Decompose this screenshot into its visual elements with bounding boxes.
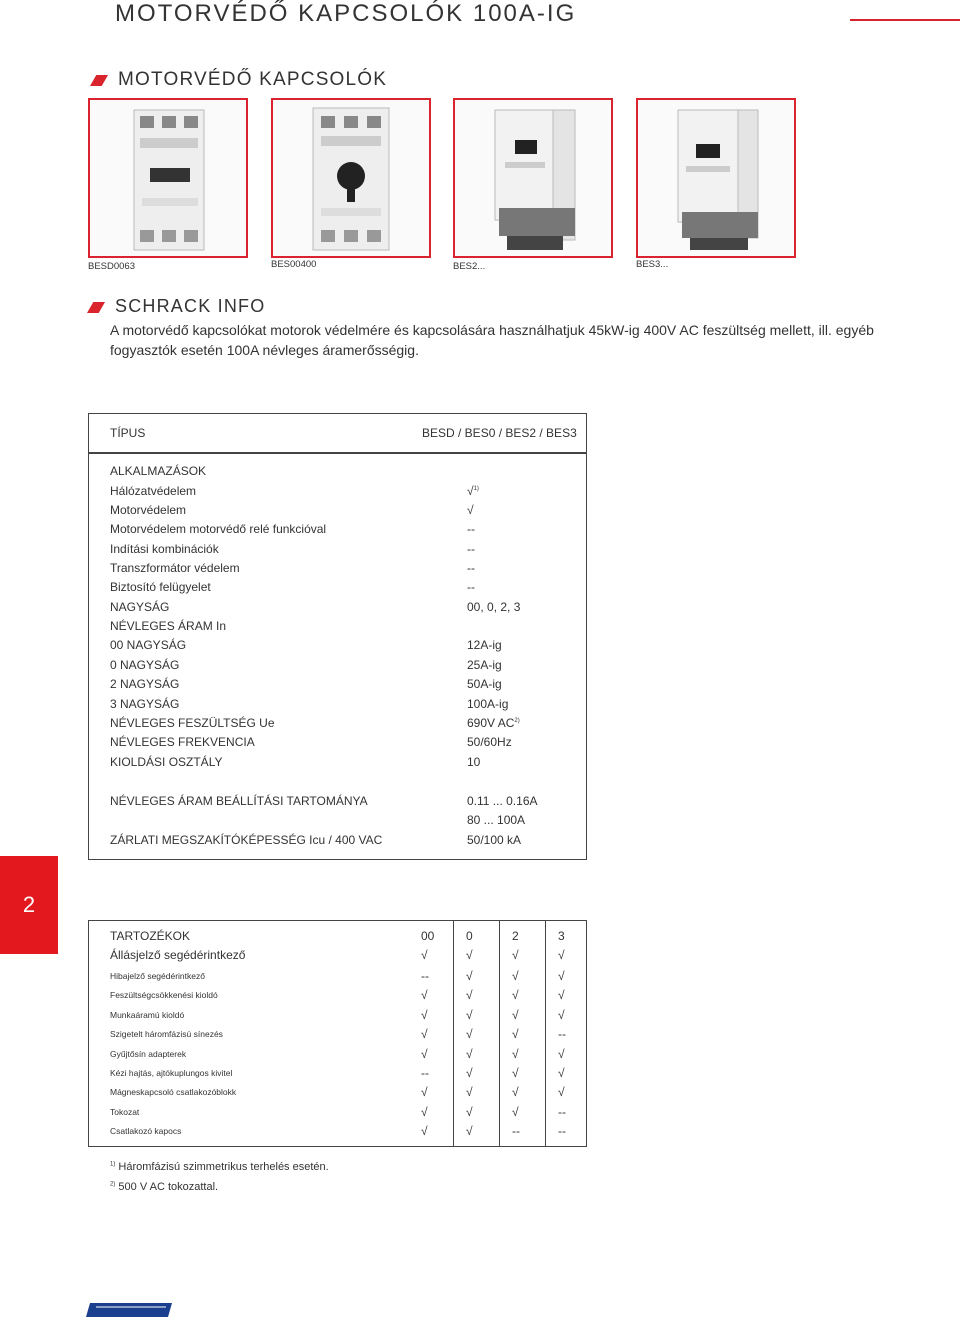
accessory-cell: √ xyxy=(421,1104,428,1119)
footnote-mark: 1) xyxy=(110,1161,116,1168)
column-divider xyxy=(453,920,454,1147)
motor-breaker-bes3-icon xyxy=(638,100,794,256)
spec-row-value-text: 100A-ig xyxy=(467,697,509,711)
spec-row-label: 2 NAGYSÁG xyxy=(110,677,180,691)
spec-row-label: NÉVLEGES FESZÜLTSÉG Ue xyxy=(110,716,275,730)
spec-row-value-text: 00, 0, 2, 3 xyxy=(467,600,521,614)
spec-row-label: 00 NAGYSÁG xyxy=(110,638,187,652)
spec-row-value-text: 10 xyxy=(467,755,481,769)
accessory-cell: √ xyxy=(466,1104,473,1119)
footnote xyxy=(110,1181,218,1193)
accessories-header-label: TARTOZÉKOK xyxy=(110,929,191,943)
accessories-cell: √ xyxy=(512,948,519,962)
accessory-cell: √ xyxy=(421,1046,428,1061)
accessory-cell: √ xyxy=(466,1124,473,1139)
spec-row-value xyxy=(467,503,474,517)
accessory-cell: √ xyxy=(512,1027,519,1042)
info-paragraph: A motorvédő kapcsolókat motorok védelmére és kapcsolására használhatjuk 45kW-ig 400V AC feszültség mellett, ill. egyéb fogyasztók esetén 100A névleges áramerősségig. xyxy=(110,322,874,358)
accessory-label: Gyűjtősín adapterek xyxy=(110,1048,187,1059)
accessory-cell: √ xyxy=(466,1066,473,1080)
accessory-cell: √ xyxy=(466,988,473,1003)
spec-row-label: Indítási kombinációk xyxy=(110,542,219,556)
footnote-text: Háromfázisú szimmetrikus terhelés esetén. xyxy=(118,1161,329,1173)
section-title-info: SCHRACK INFO xyxy=(115,296,266,316)
motor-breaker-small-icon xyxy=(90,100,246,256)
product-photo-besd0063 xyxy=(88,98,248,258)
accessory-label: Mágneskapcsoló csatlakozóblokk xyxy=(110,1087,237,1098)
accessory-cell: -- xyxy=(421,1066,429,1080)
product-photo-bes2 xyxy=(453,98,613,258)
accessories-column-header: 3 xyxy=(558,929,565,943)
spec-row-label: Hálózatvédelem xyxy=(110,484,197,498)
accessory-cell: √ xyxy=(421,1027,428,1042)
spec-row-value xyxy=(467,697,508,711)
accessory-cell: √ xyxy=(466,1007,473,1022)
accessory-cell: √ xyxy=(512,1085,519,1100)
accessory-cell: √ xyxy=(421,988,428,1003)
spec-row-value xyxy=(467,638,502,652)
accessory-cell: √ xyxy=(466,1085,473,1100)
accessory-cell: √ xyxy=(558,1046,565,1061)
product-photo-bes00400 xyxy=(271,98,431,258)
spec-row-label: 0 NAGYSÁG xyxy=(110,658,180,672)
spec-row-value xyxy=(467,716,520,730)
accessory-cell: √ xyxy=(558,988,565,1003)
spec-row-value xyxy=(467,580,475,594)
accessories-column-header: 00 xyxy=(421,929,435,943)
accessories-cell: √ xyxy=(558,948,565,962)
motor-breaker-bes2-icon xyxy=(455,100,611,256)
spec-row-label: Transzformátor védelem xyxy=(110,561,240,575)
spec-row-footnote-mark: 1) xyxy=(473,486,479,492)
accessory-label: Tokozat xyxy=(110,1106,140,1117)
footnote xyxy=(110,1161,329,1173)
accessory-label: Feszültségcsökkenési kioldó xyxy=(110,990,218,1001)
motor-breaker-rotary-icon xyxy=(273,100,429,256)
spec-row-value xyxy=(467,677,502,691)
spec-row-label: Motorvédelem xyxy=(110,503,187,517)
photo-caption: BES00400 xyxy=(271,259,317,270)
accessory-cell: √ xyxy=(512,1104,519,1119)
accessory-cell: √ xyxy=(512,988,519,1003)
page-title: MOTORVÉDŐ KAPCSOLÓK 100A-IG xyxy=(115,0,577,27)
spec-range-label: NÉVLEGES ÁRAM BEÁLLÍTÁSI TARTOMÁNYA xyxy=(110,794,368,808)
spec-row-value-text: √ xyxy=(467,484,474,498)
accessory-cell: -- xyxy=(512,1124,520,1139)
spec-row-value xyxy=(467,542,475,556)
spec-section-label: ALKALMAZÁSOK xyxy=(110,464,207,478)
spec-short-circuit-value: 50/100 kA xyxy=(467,833,522,847)
accessory-cell: √ xyxy=(466,1027,473,1042)
accessory-cell: √ xyxy=(558,969,565,983)
chapter-tab: 2 xyxy=(0,856,58,954)
section-flag-icon xyxy=(90,75,108,86)
spec-range-value: 80 ... 100A xyxy=(467,813,526,827)
accessory-cell: -- xyxy=(558,1027,566,1042)
accessory-cell: -- xyxy=(558,1124,566,1139)
product-photo-bes3 xyxy=(636,98,796,258)
column-divider xyxy=(499,920,500,1147)
accessory-cell: √ xyxy=(558,1066,565,1080)
accessory-cell: √ xyxy=(421,1085,428,1100)
spec-short-circuit-label: ZÁRLATI MEGSZAKÍTÓKÉPESSÉG Icu / 400 VAC xyxy=(110,833,383,847)
accessory-cell: -- xyxy=(421,969,429,983)
footnote-text: 500 V AC tokozattal. xyxy=(118,1181,219,1193)
photo-caption: BES3... xyxy=(636,259,669,270)
spec-row-value xyxy=(467,600,520,614)
spec-row-value xyxy=(467,735,512,749)
spec-row-label: NAGYSÁG xyxy=(110,600,170,614)
spec-row-value-text: -- xyxy=(467,561,475,575)
accessories-column-header: 0 xyxy=(466,929,473,943)
column-divider xyxy=(545,920,546,1147)
accessory-cell: √ xyxy=(558,1085,565,1100)
footnote-mark: 2) xyxy=(110,1181,116,1188)
accessory-cell: √ xyxy=(558,1007,565,1022)
header-rule xyxy=(850,19,960,21)
spec-row-value-text: 50/60Hz xyxy=(467,735,512,749)
spec-row-footnote-mark: 2) xyxy=(514,718,520,724)
accessory-cell: √ xyxy=(421,1007,428,1022)
spec-header-label: TÍPUS xyxy=(110,426,146,440)
spec-row-value xyxy=(467,755,480,769)
accessory-label: Szigetelt háromfázisú sínezés xyxy=(110,1029,223,1040)
spec-row-value xyxy=(467,658,502,672)
spec-row-value-text: -- xyxy=(467,522,475,536)
photo-caption: BES2... xyxy=(453,261,486,272)
spec-row-value xyxy=(467,561,475,575)
accessory-cell: √ xyxy=(421,1124,428,1139)
accessories-cell: √ xyxy=(421,948,428,962)
spec-row-value-text: 50A-ig xyxy=(467,677,502,691)
spec-row-label: Biztosító felügyelet xyxy=(110,580,211,594)
accessory-cell: √ xyxy=(512,1046,519,1061)
accessories-column-header: 2 xyxy=(512,929,519,943)
spec-range-value: 0.11 ... 0.16A xyxy=(467,794,538,808)
spec-row-value xyxy=(467,484,479,498)
accessory-cell: √ xyxy=(512,969,519,983)
spec-header-value: BESD / BES0 / BES2 / BES3 xyxy=(422,426,577,440)
spec-row-value-text: -- xyxy=(467,580,475,594)
schrack-logo xyxy=(86,1300,176,1326)
accessory-cell: -- xyxy=(558,1104,566,1119)
spec-row-label: NÉVLEGES FREKVENCIA xyxy=(110,735,255,749)
section-title-products: MOTORVÉDŐ KAPCSOLÓK xyxy=(118,69,388,90)
spec-row-value-text: 690V AC xyxy=(467,716,515,730)
schrack-logo-icon xyxy=(86,1300,176,1326)
spec-row-value-text: √ xyxy=(467,503,474,517)
spec-row-label: KIOLDÁSI OSZTÁLY xyxy=(110,755,223,769)
accessory-label: Hibajelző segédérintkező xyxy=(110,971,205,981)
accessory-label: Munkaáramú kioldó xyxy=(110,1009,185,1020)
accessories-main-label: Állásjelző segédérintkező xyxy=(110,948,246,962)
spec-row-value-text: 12A-ig xyxy=(467,638,502,652)
spec-row-value-text: 25A-ig xyxy=(467,658,502,672)
accessory-label: Kézi hajtás, ajtókuplungos kivitel xyxy=(110,1068,233,1078)
spec-row-label: NÉVLEGES ÁRAM In xyxy=(110,619,227,633)
spec-row-value xyxy=(467,522,475,536)
accessory-cell: √ xyxy=(466,969,473,983)
spec-row-label: 3 NAGYSÁG xyxy=(110,697,180,711)
accessory-label: Csatlakozó kapocs xyxy=(110,1126,182,1137)
section-flag-icon xyxy=(87,302,105,313)
spec-row-label: Motorvédelem motorvédő relé funkcióval xyxy=(110,522,327,536)
accessory-cell: √ xyxy=(512,1066,519,1080)
accessories-cell: √ xyxy=(466,948,473,962)
photo-caption: BESD0063 xyxy=(88,261,136,272)
accessory-cell: √ xyxy=(466,1046,473,1061)
accessory-cell: √ xyxy=(512,1007,519,1022)
spec-row-value-text: -- xyxy=(467,542,475,556)
